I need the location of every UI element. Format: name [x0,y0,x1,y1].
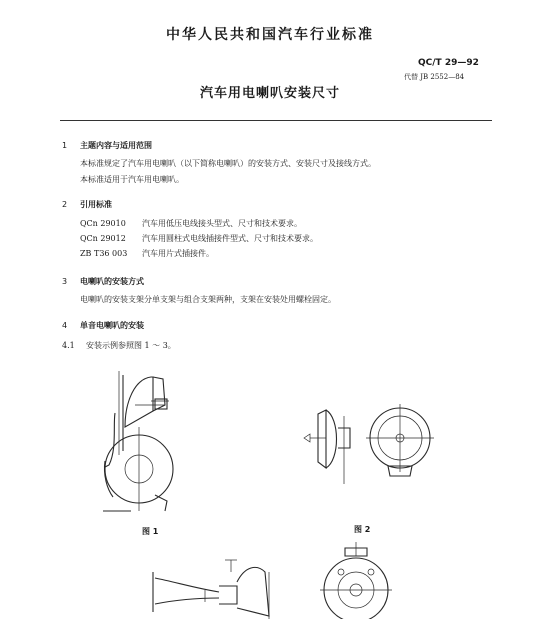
subsection-4-1 [62,340,176,351]
standard-category-title: 中华人民共和国汽车行业标准 [166,27,374,43]
reference-text: 汽车用低压电线接头型式、尺寸和技术要求。 [142,219,302,228]
standard-code: QC/T 29—92 [418,58,479,68]
section-1-paragraph-2: 本标准适用于汽车用电喇叭。 [80,175,184,184]
reference-text: 汽车用片式插接件。 [142,249,214,258]
section-number: 4 [62,321,68,330]
subsection-text: 安装示例参照图 1 ～ 3。 [86,341,176,350]
section-title: 电喇叭的安装方式 [80,277,144,286]
section-3-heading [62,276,144,287]
section-number: 2 [62,200,68,209]
trumpet-horn-drawing [145,542,395,619]
reference-text: 汽车用圆柱式电线插接件型式、尺寸和技术要求。 [142,234,318,243]
figure-1-caption: 图 1 [142,527,159,536]
figure-2-caption: 图 2 [354,525,371,534]
section-2-heading [62,199,112,210]
reference-item [80,233,318,244]
section-title: 主题内容与适用范围 [80,141,152,150]
reference-code: QCn 29012 [80,234,126,243]
reference-code: ZB T36 003 [80,249,128,258]
disc-horn-drawing [300,400,435,485]
subsection-number: 4.1 [62,341,75,350]
single-horn-bracket-drawing [95,365,205,520]
document-title: 汽车用电喇叭安装尺寸 [199,86,340,101]
section-number: 1 [62,141,68,150]
reference-item [80,218,302,229]
reference-code: QCn 29010 [80,219,126,228]
section-1-paragraph-1: 本标准规定了汽车用电喇叭（以下简称电喇叭）的安装方式、安装尺寸及接线方式。 [80,159,376,168]
section-4-heading [62,320,144,331]
section-3-paragraph-1: 电喇叭的安装支架分单支架与组合支架两种，支架在安装处用螺栓固定。 [80,295,336,304]
title-divider [60,120,492,121]
reference-item [80,248,214,259]
section-title: 引用标准 [80,200,112,209]
section-1-heading [62,140,152,151]
section-title: 单音电喇叭的安装 [80,321,144,330]
replaces-note: 代替 JB 2552—84 [404,73,465,81]
section-number: 3 [62,277,68,286]
